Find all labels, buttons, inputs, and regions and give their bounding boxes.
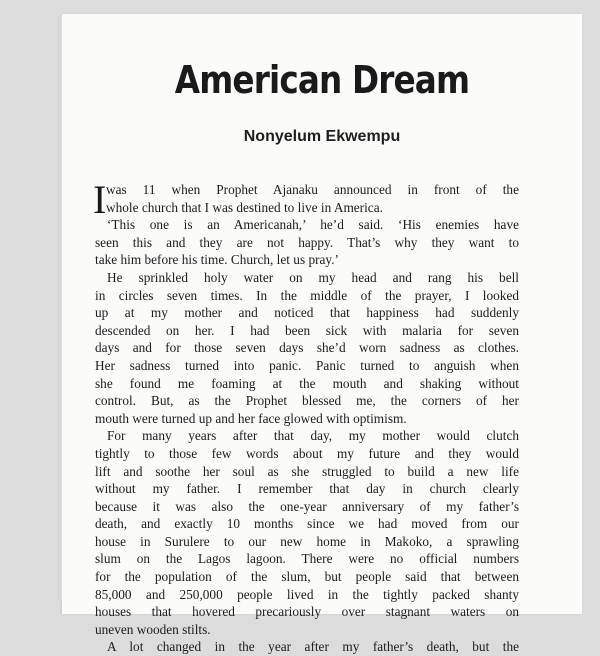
text-line: was 11 when Prophet Ajanaku announced in front of the	[106, 182, 519, 197]
text-line: seen this and they are not happy. That’s why they want to	[95, 234, 519, 250]
story-title: American Dream	[174, 58, 470, 102]
text-line: house in Surulere to our new home in Makoko, a sprawling	[95, 533, 519, 549]
text-line: 85,000 and 250,000 people lived in the tightly packed shanty	[95, 586, 519, 602]
text-line: slum on the Lagos lagoon. There were no official numbers	[95, 551, 519, 567]
story-body	[93, 177, 519, 656]
text-line: without my father. I remember that day in church clearly	[95, 481, 519, 497]
text-line: For many years after that day, my mother would clutch	[107, 428, 519, 444]
text-line: A lot changed in the year after my father’s death, but the	[107, 639, 519, 655]
text-line: she found me foaming at the mouth and shaking without	[95, 375, 519, 391]
text-line: control. But, as the Prophet blessed me, the corners of her	[95, 393, 519, 409]
story-author: Nonyelum Ekwempu	[243, 128, 401, 145]
text-line: lift and soothe her soul as she struggled to build a new life	[95, 463, 519, 479]
text-line: uneven wooden stilts.	[95, 621, 211, 637]
text-line: for the population of the slum, but people said that between	[95, 569, 519, 585]
text-line: descended on her. I had been sick with malaria for seven	[95, 322, 519, 338]
drop-cap: I	[93, 177, 107, 222]
text-line: ‘This one is an Americanah,’ he’d said. ‘His enemies have	[107, 217, 519, 233]
text-line: mouth were turned up and her face glowed with optimism.	[95, 410, 407, 426]
text-line: up at my mother and noticed that happiness had suddenly	[95, 305, 519, 321]
text-line: days and for those seven days she’d worn sadness as clothes.	[95, 340, 519, 356]
text-line: because it was also the one-year anniversary of my father’s	[95, 498, 519, 514]
text-line: Her sadness turned into panic. Panic turned to anguish when	[95, 357, 519, 373]
text-line: death, and exactly 10 months since we had moved from our	[95, 516, 519, 532]
text-line: houses that hovered precariously over stagnant waters on	[95, 604, 519, 620]
text-line: take him before his time. Church, let us pray.’	[95, 252, 339, 268]
text-line: whole church that I was destined to live in America.	[106, 199, 383, 215]
text-line: in circles seven times. In the middle of the prayer, I looked	[95, 287, 519, 303]
text-line: He sprinkled holy water on my head and rang his bell	[107, 269, 519, 285]
text-line: tightly to those few words about my future and they would	[95, 445, 519, 461]
